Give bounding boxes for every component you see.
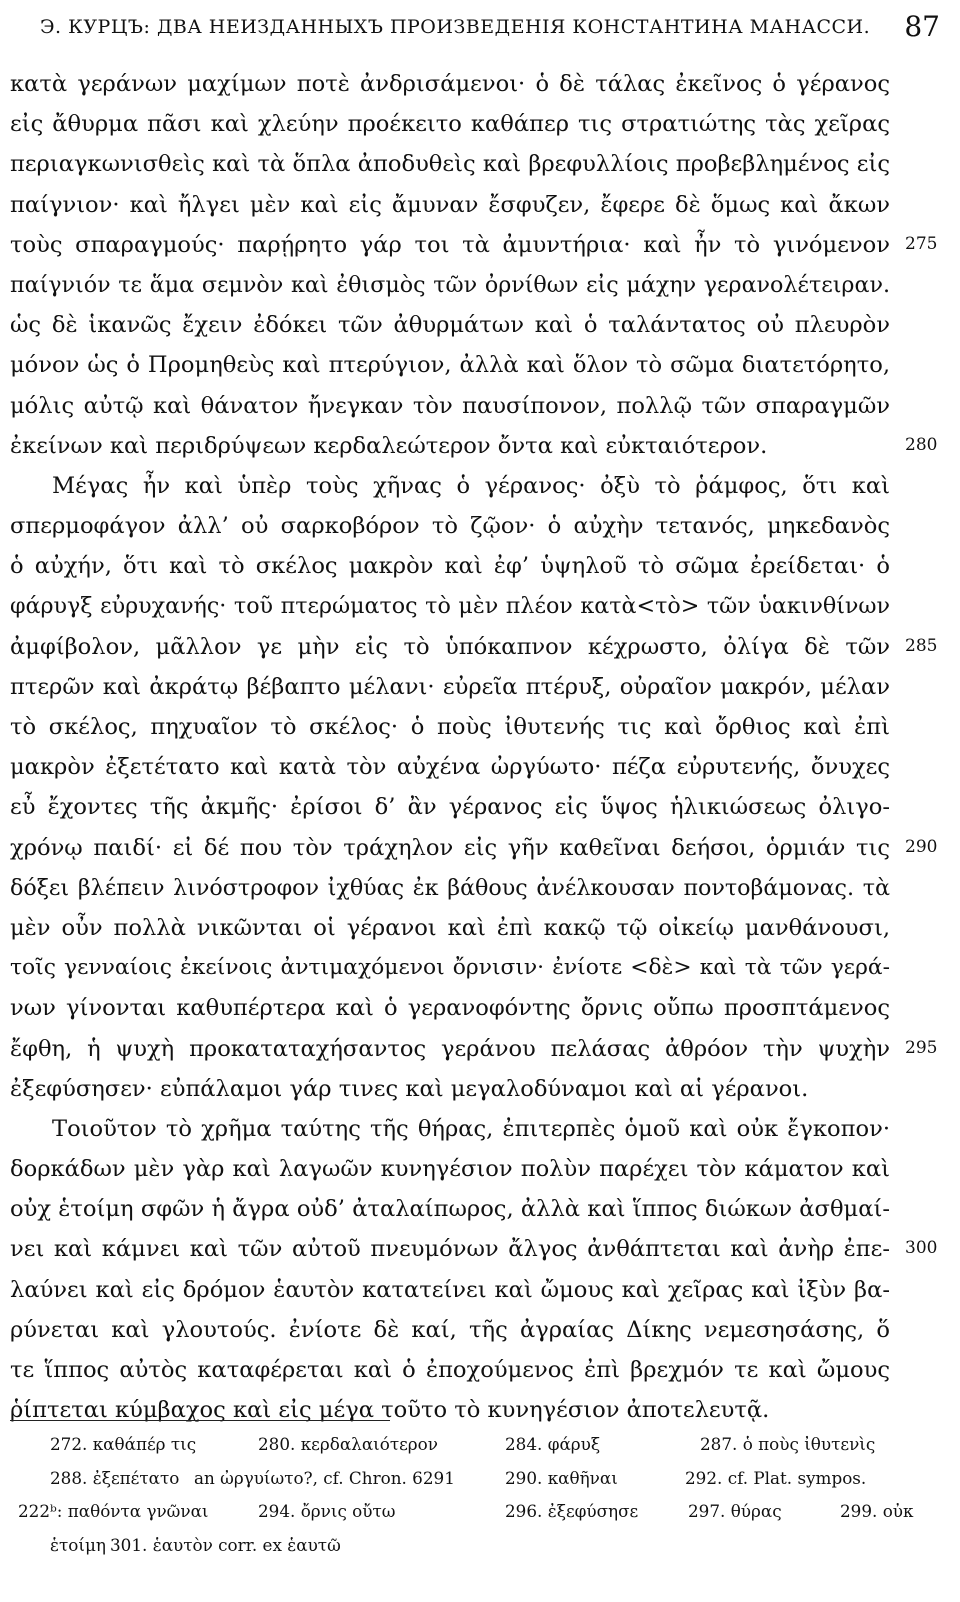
text-line	[0, 546, 960, 586]
text-line	[0, 627, 960, 667]
text-line-content: Μέγας ἦν καὶ ὑπὲρ τοὺς χῆνας ὁ γέρανος· ὀξὺ τὸ ῥάμφος, ὅτι καὶ	[52, 472, 890, 499]
text-line	[0, 586, 960, 626]
page-number: 87	[904, 10, 940, 43]
text-line-content: παίγνιόν τε ἅμα σεμνὸν καὶ ἐθισμὸς τῶν ὀρνίθων εἰς μάχην γερανολέτειραν.	[10, 271, 890, 298]
text-line	[0, 948, 960, 988]
text-line	[0, 1109, 960, 1149]
text-line-content: οὐχ ἑτοίμη σφῶν ἡ ἄγρα οὐδ’ ἀταλαίπωρος, ἀλλὰ καὶ ἵππος διώκων ἀσθμαί-	[10, 1196, 890, 1223]
text-line	[0, 747, 960, 787]
text-line	[0, 707, 960, 747]
text-line-content: νων γίνονται καθυπέρτερα καὶ ὁ γερανοφόντης ὄρνις οὔπω προσπτάμενος	[10, 995, 890, 1022]
text-line	[0, 64, 960, 104]
running-title: Э. КУРЦЪ: ДВА НЕИЗДАННЫХЪ ПРОИЗВЕДЕНІЯ КОНСТАНТИНА МАНАССИ.	[40, 16, 871, 38]
text-line	[0, 185, 960, 225]
text-line-content: τοῖς γενναίοις ἐκείνοις ἀντιμαχόμενοι ὄρνισιν· ἐνίοτε <δὲ> καὶ τὰ τῶν γερά-	[10, 955, 890, 981]
text-line	[0, 1310, 960, 1350]
text-line-content: παίγνιον· καὶ ἤλγει μὲν καὶ εἰς ἄμυναν ἔσφυζεν, ἔφερε δὲ ὅμως καὶ ἄκων	[10, 191, 890, 218]
footnote-entry: 297. θύρας	[688, 1501, 782, 1521]
page-header	[40, 10, 940, 50]
text-line-content: ἐξεφύσησεν· εὐπάλαμοι γάρ τινες καὶ μεγαλοδύναμοι καὶ αἱ γέρανοι.	[10, 1075, 809, 1102]
footnotes	[0, 1432, 960, 1566]
text-line	[0, 386, 960, 426]
footnote-entry: ἑτοίμη	[50, 1534, 106, 1555]
main-text	[0, 64, 960, 1430]
text-line	[0, 908, 960, 948]
footnote-line	[0, 1432, 960, 1466]
text-line-content: σπερμοφάγον ἀλλ’ οὐ σαρκοβόρον τὸ ζῷον· ὁ αὐχὴν τετανός, μηκεδανὸς	[10, 513, 890, 540]
text-line	[0, 305, 960, 345]
footnote-entry: an ὠργυίωτο?, cf. Chron. 6291	[194, 1467, 455, 1488]
footnote-line	[0, 1466, 960, 1500]
text-line	[0, 1189, 960, 1229]
text-line-content: ρύνεται καὶ γλουτούς. ἐνίοτε δὲ καί, τῆς ἀγραίας Δίκης νεμεσησάσης, ὅ	[10, 1316, 890, 1343]
text-line-content: μόνον ὡς ὁ Προμηθεὺς καὶ πτερύγιον, ἀλλὰ καὶ ὅλον τὸ σῶμα διατετόρητο,	[10, 352, 890, 379]
text-line	[0, 104, 960, 144]
text-line	[0, 466, 960, 506]
text-line	[0, 988, 960, 1028]
text-line-content: λαύνει καὶ εἰς δρόμον ἑαυτὸν κατατείνει καὶ ὤμους καὶ χεῖρας καὶ ἰξὺν βα-	[10, 1276, 890, 1303]
footnote-rule	[10, 1420, 390, 1421]
text-line-content: εἰς ἄθυρμα πᾶσι καὶ χλεύην προέκειτο καθάπερ τις στρατιώτης τὰς χεῖρας	[10, 111, 890, 138]
line-number: 285	[905, 635, 938, 656]
text-line	[0, 1270, 960, 1310]
text-line-content: τοὺς σπαραγμούς· παρῄρητο γάρ τοι τὰ ἀμυντήρια· καὶ ἦν τὸ γινόμενον	[10, 231, 890, 258]
text-line-content: δόξει βλέπειν λινόστροφον ἰχθύας ἐκ βάθους ἀνέλκουσαν ποντοβάμονας. τὰ	[10, 874, 890, 901]
line-number: 275	[905, 233, 938, 254]
footnote-entry: 299. οὐκ	[840, 1501, 914, 1521]
text-line-content: κατὰ γεράνων μαχίμων ποτὲ ἀνδρισάμενοι· ὁ δὲ τάλας ἐκεῖνος ὁ γέρανος	[10, 71, 890, 97]
text-line-content: τε ἵππος αὐτὸς καταφέρεται καὶ ὁ ἐποχούμενος ἐπὶ βρεχμόν τε καὶ ὤμους	[10, 1357, 890, 1383]
text-line-content: ὡς δὲ ἱκανῶς ἔχειν ἐδόκει τῶν ἀθυρμάτων καὶ ὁ ταλάντατος οὐ πλευρὸν	[10, 312, 890, 339]
text-line	[0, 345, 960, 385]
text-line-content: μακρὸν ἐξετέτατο καὶ κατὰ τὸν αὐχένα ὠργύωτο· πέζα εὐρυτενής, ὄνυχες	[10, 754, 890, 781]
text-line	[0, 828, 960, 868]
text-line-content: μόλις αὐτῷ καὶ θάνατον ἤνεγκαν τὸν παυσίπονον, πολλῷ τῶν σπαραγμῶν	[10, 392, 890, 419]
text-line	[0, 1149, 960, 1189]
text-line-content: πτερῶν καὶ ἀκράτῳ βέβαπτο μέλανι· εὐρεῖα πτέρυξ, οὐραῖον μακρόν, μέλαν	[10, 673, 890, 700]
footnote-entry: 290. καθῆναι	[505, 1467, 618, 1488]
text-line-content: ῥίπτεται κύμβαχος καὶ εἰς μέγα τοῦτο τὸ κυνηγέσιον ἀποτελευτᾷ.	[10, 1397, 770, 1424]
text-line-content: Τοιοῦτον τὸ χρῆμα ταύτης τῆς θήρας, ἐπιτερπὲς ὁμοῦ καὶ οὐκ ἔγκοπον·	[52, 1115, 890, 1142]
line-number: 300	[905, 1238, 938, 1259]
footnote-entry: 222ᵇ: παθόντα γνῶναι	[18, 1501, 209, 1521]
text-line-content: χρόνῳ παιδί· εἰ δέ που τὸν τράχηλον εἰς γῆν καθεῖναι δεήσοι, ὁρμιάν τις	[10, 834, 890, 861]
footnote-entry: 284. φάρυξ	[505, 1434, 601, 1454]
line-number: 290	[905, 836, 938, 857]
footnote-entry: 287. ὁ ποὺς ἰθυτενὶς	[700, 1434, 876, 1454]
footnote-line	[0, 1533, 960, 1567]
footnote-entry: 301. ἑαυτὸν corr. ex ἑαυτῶ	[110, 1534, 341, 1555]
text-line	[0, 265, 960, 305]
text-line-content: μὲν οὖν πολλὰ νικῶνται οἱ γέρανοι καὶ ἐπὶ κακῷ τῷ οἰκείῳ μανθάνουσι,	[10, 914, 890, 941]
text-line-content: τὸ σκέλος, πηχυαῖον τὸ σκέλος· ὁ ποὺς ἰθυτενής τις καὶ ὄρθιος καὶ ἐπὶ	[10, 714, 890, 740]
text-line-content: ὁ αὐχήν, ὅτι καὶ τὸ σκέλος μακρὸν καὶ ἐφ’ ὑψηλοῦ τὸ σῶμα ἐρείδεται· ὁ	[10, 553, 890, 580]
footnote-entry: 280. κερδαλαιότερον	[258, 1434, 438, 1454]
text-line	[0, 1350, 960, 1390]
text-line	[0, 225, 960, 265]
text-line	[0, 787, 960, 827]
text-line	[0, 667, 960, 707]
footnote-entry: 292. cf. Plat. sympos.	[685, 1467, 867, 1488]
text-line-content: νει καὶ κάμνει καὶ τῶν αὐτοῦ πνευμόνων ἄλγος ἀνθάπτεται καὶ ἀνὴρ ἐπε-	[10, 1236, 890, 1263]
text-line	[0, 1390, 960, 1430]
text-line	[0, 1229, 960, 1269]
footnote-entry: 272. καθάπέρ τις	[50, 1434, 197, 1454]
line-number: 280	[905, 434, 938, 455]
footnote-entry: 296. ἐξεφύσησε	[505, 1501, 639, 1521]
text-line-content: εὖ ἔχοντες τῆς ἀκμῆς· ἐρίσοι δ’ ἂν γέρανος εἰς ὕψος ἡλικιώσεως ὀλιγο-	[10, 794, 890, 821]
text-line	[0, 1029, 960, 1069]
text-line	[0, 426, 960, 466]
footnote-entry: 288. ἐξεπέτατο	[50, 1467, 180, 1488]
line-number: 295	[905, 1037, 938, 1058]
text-line	[0, 868, 960, 908]
text-line-content: ἔφθη, ἡ ψυχὴ προκαταταχήσαντος γεράνου πελάσας ἀθρόον τὴν ψυχὴν	[10, 1035, 890, 1062]
footnote-line	[0, 1499, 960, 1533]
text-line	[0, 506, 960, 546]
footnote-entry: 294. ὄρνις οὔτω	[258, 1501, 396, 1521]
text-line-content: περιαγκωνισθεὶς καὶ τὰ ὅπλα ἀποδυθεὶς καὶ βρεφυλλίοις προβεβλημένος εἰς	[10, 151, 890, 178]
text-line-content: ἐκείνων καὶ περιδρύψεων κερδαλεώτερον ὄντα καὶ εὐκταιότερον.	[10, 432, 768, 459]
text-line-content: δορκάδων μὲν γὰρ καὶ λαγωῶν κυνηγέσιον πολὺν παρέχει τὸν κάματον καὶ	[10, 1156, 890, 1183]
text-line-content: φάρυγξ εὐρυχανής· τοῦ πτερώματος τὸ μὲν πλέον κατὰ<τὸ> τῶν ὑακινθίνων	[10, 593, 890, 620]
text-line	[0, 1069, 960, 1109]
text-line	[0, 144, 960, 184]
text-line-content: ἀμφίβολον, μᾶλλον γε μὴν εἰς τὸ ὑπόκαπνον κέχρωστο, ὀλίγα δὲ τῶν	[10, 633, 890, 660]
